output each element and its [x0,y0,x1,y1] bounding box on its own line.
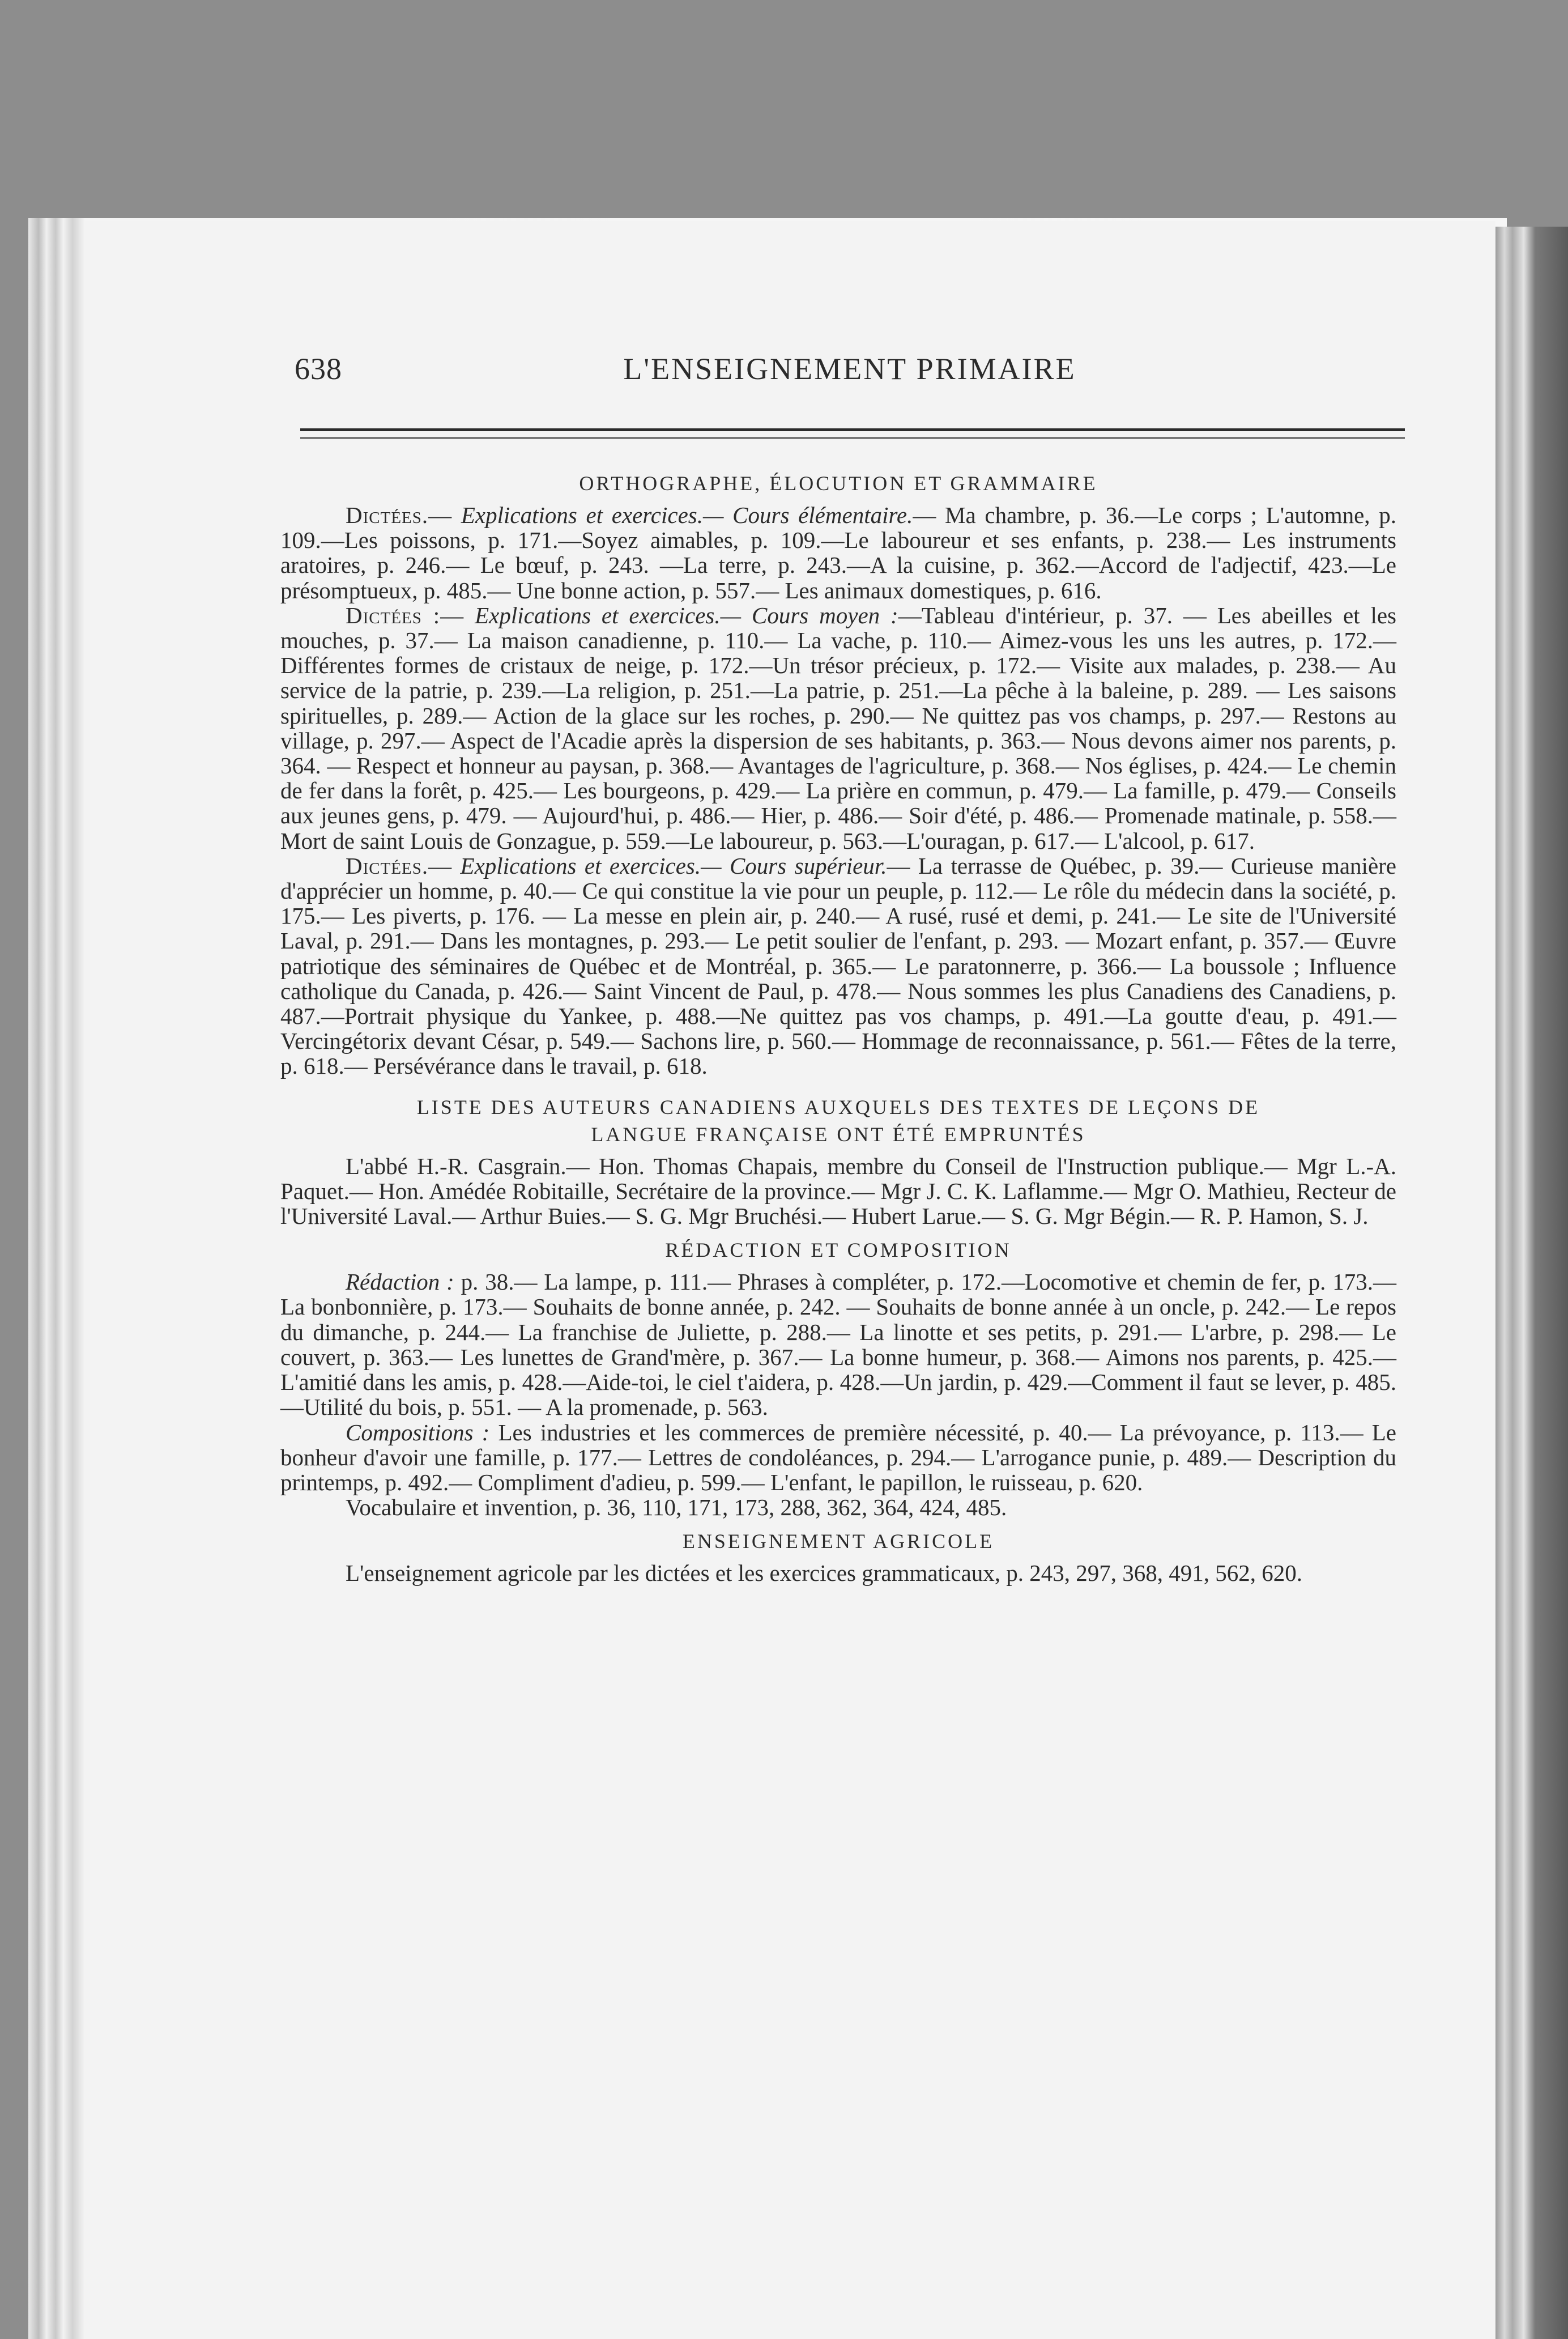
paragraph-lead: Dictées :— [346,602,465,628]
section-heading-auteurs [280,1094,1396,1148]
paragraph-lead: Dictées.— [346,852,453,879]
section-heading-orthographe: ORTHOGRAPHE, ÉLOCUTION ET GRAMMAIRE [579,472,1098,495]
paragraph-compositions [280,1420,1396,1495]
paragraph-text: — Ma chambre, p. 36.—Le corps ; L'automne, p. 109.—Les poissons, p. 171.—Soyez aimables, p. 109.—Le laboureur et ses enfants, p. 238.— Les instruments aratoires, p. 246.— Le bœuf, p. 243. —La terre, p. 243.—A la cuisine, p. 362.—Accord de l'adjectif, 423.—Le présomptueux, p. 485.— Une bonne action, p. 557.— Les animaux domestiques, p. 616. [280,502,1396,603]
book-binding-edge [1490,227,1568,2339]
paragraph-title: Explications et exercices.— Cours supérieur. [460,852,887,879]
paragraph-vocabulaire: Vocabulaire et invention, p. 36, 110, 171, 173, 288, 362, 364, 424, 485. [346,1494,1007,1521]
heading-line-2: LANGUE FRANÇAISE ONT ÉTÉ EMPRUNTÉS [591,1122,1086,1146]
paragraph-auteurs: L'abbé H.-R. Casgrain.— Hon. Thomas Chapais, membre du Conseil de l'Instruction publique.— Mgr L.-A. Paquet.— Hon. Amédée Robitaille, Secrétaire de la province.— Mgr J. C. K. Laflamme.— Mgr O. Mathieu, Recteur de l'Université Laval.— Arthur Buies.— S. G. Mgr Bruchési.— Hubert Larue.— S. G. Mgr Bégin.— R. P. Hamon, S. J. [280,1153,1396,1230]
paragraph-text: Les industries et les commerces de première nécessité, p. 40.— La prévoyance, p. 113.— Le bonheur d'avoir une famille, p. 177.— Lettres de condoléances, p. 294.— L'arrogance punie, p. 489.— Description du printemps, p. 492.— Compliment d'adieu, p. 599.— L'enfant, le papillon, le ruisseau, p. 620. [280,1419,1396,1495]
paragraph-text: —Tableau d'intérieur, p. 37. — Les abeilles et les mouches, p. 37.— La maison canadienne, p. 110.— La vache, p. 110.— Aimez-vous les uns les autres, p. 172.—Différentes formes de cristaux de neige, p. 172.—Un trésor précieux, p. 172.— Visite aux malades, p. 238.— Au service de la patrie, p. 239.—La religion, p. 251.—La patrie, p. 251.—La pêche à la baleine, p. 289. — Les saisons spirituelles, p. 289.— Action de la glace sur les roches, p. 290.— Ne quittez pas vos champs, p. 297.— Restons au village, p. 297.— Aspect de l'Acadie après la dispersion de ses habitants, p. 363.— Nous devons aimer nos parents, p. 364. — Respect et honneur au paysan, p. 368.— Avantages de l'agriculture, p. 368.— Nos églises, p. 424.— Le chemin de fer dans la forêt, p. 425.— Les bourgeons, p. 429.— La prière en commun, p. 479.— La famille, p. 479.— Conseils aux jeunes gens, p. 479. — Aujourd'hui, p. 486.— Hier, p. 486.— Soir d'été, p. 486.— Promenade matinale, p. 558.—Mort de saint Louis de Gonzague, p. 559.—Le laboureur, p. 563.—L'ouragan, p. 617.— L'alcool, p. 617. [280,602,1397,854]
paragraph-title: Rédaction : [346,1269,454,1295]
paragraph-text: — La terrasse de Québec, p. 39.— Curieuse manière d'apprécier un homme, p. 40.— Ce qui constitue la vie pour un peuple, p. 112.— Le rôle du médecin dans la société, p. 175.— Les piverts, p. 176. — La messe en plein air, p. 240.— A rusé, rusé et demi, p. 241.— Le site de l'Université Laval, p. 291.— Dans les montagnes, p. 293.— Le petit soulier de l'enfant, p. 293. — Mozart enfant, p. 357.— Œuvre patriotique des séminaires de Québec et de Montréal, p. 365.— Le paratonnerre, p. 366.— La boussole ; Influence catholique du Canada, p. 426.— Saint Vincent de Paul, p. 478.— Nous sommes les plus Canadiens des Canadiens, p. 487.—Portrait physique du Yankee, p. 488.—Ne quittez pas vos champs, p. 491.—La goutte d'eau, p. 491.— Vercingétorix devant César, p. 549.— Sachons lire, p. 560.— Hommage de reconnaissance, p. 561.— Fêtes de la terre, p. 618.— Persévérance dans le travail, p. 618. [280,852,1396,1079]
page-content [280,462,1396,1586]
paragraph-dictees-elementaire [280,503,1396,603]
header-rule-thick [300,428,1405,431]
header-rule-thin [300,437,1405,439]
paragraph-dictees-moyen [280,603,1396,853]
paragraph-text: p. 38.— La lampe, p. 111.— Phrases à compléter, p. 172.—Locomotive et chemin de fer, p. 173.— La bonbonnière, p. 173.— Souhaits de bonne année, p. 242. — Souhaits de bonne année à un oncle, p. 242.— Le repos du dimanche, p. 244.— La franchise de Juliette, p. 288.— La linotte et ses petits, p. 291.— L'arbre, p. 298.— Le couvert, p. 363.— Les lunettes de Grand'mère, p. 367.— La bonne humeur, p. 368.— Aimons nos parents, p. 425.—L'amitié dans les amis, p. 428.—Aide-toi, le ciel t'aidera, p. 428.—Un jardin, p. 429.—Comment il faut se lever, p. 485.—Utilité du bois, p. 551. — A la promenade, p. 563. [280,1269,1396,1421]
page-number: 638 [295,352,342,386]
section-heading-redaction: RÉDACTION ET COMPOSITION [665,1239,1012,1262]
page-header [295,351,1405,402]
running-title: L'ENSEIGNEMENT PRIMAIRE [623,352,1076,386]
paragraph-agricole: L'enseignement agricole par les dictées et les exercices grammaticaux, p. 243, 297, 368, 491, 562, 620. [346,1560,1302,1587]
paragraph-dictees-superieur [280,853,1396,1079]
section-heading-agricole: ENSEIGNEMENT AGRICOLE [682,1530,995,1553]
paragraph-title: Explications et exercices.— Cours moyen : [475,602,898,628]
heading-line-1: LISTE DES AUTEURS CANADIENS AUXQUELS DES TEXTES DE LEÇONS DE [416,1095,1260,1119]
paragraph-lead: Dictées.— [346,502,453,528]
paragraph-title: Explications et exercices.— Cours élémentaire. [461,502,913,528]
paragraph-title: Compositions : [346,1419,490,1445]
paragraph-redaction [280,1269,1396,1419]
